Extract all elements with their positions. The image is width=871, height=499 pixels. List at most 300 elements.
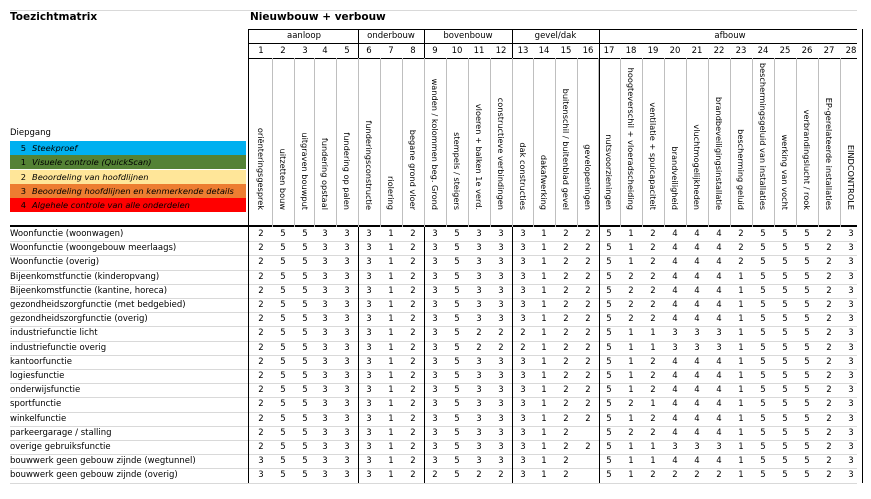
column-header <box>598 62 620 222</box>
matrix-cell: 4 <box>694 413 700 424</box>
column-divider <box>730 58 731 227</box>
matrix-cell: 5 <box>280 371 286 381</box>
matrix-cell: 1 <box>738 271 744 282</box>
row-label: bouwwerk geen gebouw zijnde (overig) <box>10 470 178 481</box>
column-divider <box>512 58 513 227</box>
matrix-cell: 3 <box>366 356 372 367</box>
matrix-cell: 5 <box>280 456 286 467</box>
matrix-cell: 3 <box>476 243 482 254</box>
matrix-cell: 5 <box>280 470 286 481</box>
matrix-cell: 4 <box>694 257 700 268</box>
matrix-cell: 3 <box>694 342 700 353</box>
column-header-label: riolering <box>386 176 396 210</box>
matrix-cell: 5 <box>804 442 810 452</box>
matrix-cell: 2 <box>563 285 569 296</box>
matrix-cell: 3 <box>520 300 526 310</box>
column-number: 26 <box>801 46 813 56</box>
matrix-cell: 5 <box>804 427 810 438</box>
matrix-cell: 4 <box>672 385 678 396</box>
matrix-cell: 3 <box>476 385 482 396</box>
matrix-cell: 2 <box>410 456 416 467</box>
matrix-cell: 2 <box>826 470 832 481</box>
matrix-cell: 5 <box>454 456 460 467</box>
grid-left-border <box>248 29 249 483</box>
matrix-cell: 1 <box>541 442 547 452</box>
matrix-cell: 3 <box>366 456 372 467</box>
matrix-cell: 3 <box>344 427 350 438</box>
matrix-cell: 5 <box>760 442 766 452</box>
matrix-cell: 5 <box>760 456 766 467</box>
group-label-gevel-dak: gevel/dak <box>534 31 577 41</box>
matrix-cell: 5 <box>782 229 788 239</box>
matrix-cell: 3 <box>432 285 438 296</box>
matrix-cell: 3 <box>322 271 328 282</box>
matrix-cell: 3 <box>476 257 482 268</box>
legend-text: Algehele controle van alle onderdelen <box>32 200 190 211</box>
matrix-cell: 2 <box>672 470 678 481</box>
column-header-label: buitenschil / buitenblad gevel <box>561 88 571 210</box>
group-label-onderbouw: onderbouw <box>367 31 415 41</box>
matrix-cell: 2 <box>563 243 569 254</box>
matrix-cell: 4 <box>694 229 700 239</box>
matrix-cell: 1 <box>388 243 394 254</box>
column-header-label: nutsvoorzieningen <box>604 134 614 210</box>
matrix-cell: 2 <box>826 271 832 282</box>
matrix-cell: 4 <box>694 314 700 325</box>
column-header <box>272 62 294 222</box>
matrix-cell: 3 <box>344 314 350 325</box>
matrix-cell: 3 <box>716 328 722 339</box>
matrix-cell: 1 <box>541 399 547 410</box>
matrix-cell: 3 <box>498 229 504 239</box>
matrix-cell: 3 <box>322 328 328 339</box>
matrix-cell: 2 <box>628 285 634 296</box>
column-header <box>708 62 730 222</box>
matrix-cell: 5 <box>606 371 612 381</box>
matrix-cell: 5 <box>804 456 810 467</box>
matrix-cell: 3 <box>344 243 350 254</box>
matrix-cell: 5 <box>302 399 308 410</box>
matrix-cell: 3 <box>498 257 504 268</box>
matrix-cell: 5 <box>454 399 460 410</box>
matrix-cell: 4 <box>672 285 678 296</box>
matrix-cell: 5 <box>454 371 460 381</box>
matrix-cell: 3 <box>848 399 854 410</box>
matrix-cell: 2 <box>585 413 591 424</box>
matrix-cell: 3 <box>848 413 854 424</box>
matrix-cell: 1 <box>388 413 394 424</box>
column-number: 10 <box>451 46 463 56</box>
matrix-cell: 5 <box>302 442 308 452</box>
column-divider <box>380 58 381 227</box>
matrix-cell: 3 <box>694 328 700 339</box>
matrix-cell: 3 <box>848 442 854 452</box>
matrix-cell: 2 <box>585 356 591 367</box>
matrix-cell: 3 <box>344 470 350 481</box>
matrix-cell: 4 <box>672 427 678 438</box>
matrix-cell: 1 <box>738 470 744 481</box>
matrix-cell: 5 <box>606 243 612 254</box>
group-label-aanloop: aanloop <box>287 31 321 41</box>
matrix-cell: 1 <box>738 342 744 353</box>
column-divider <box>490 58 491 227</box>
matrix-cell: 2 <box>563 300 569 310</box>
matrix-cell: 2 <box>258 342 264 353</box>
matrix-cell: 2 <box>826 427 832 438</box>
legend-text: Beoordeling van hoofdlijnen <box>32 171 149 182</box>
row-label: Woonfunctie (overig) <box>10 257 100 268</box>
matrix-cell: 5 <box>280 271 286 282</box>
matrix-cell: 4 <box>672 229 678 239</box>
matrix-cell: 2 <box>826 243 832 254</box>
column-number: 27 <box>823 46 835 56</box>
column-header-label: wanden / kolommen beg. Grond <box>430 78 440 210</box>
matrix-cell: 1 <box>388 314 394 325</box>
matrix-cell: 1 <box>738 399 744 410</box>
matrix-cell: 3 <box>520 470 526 481</box>
matrix-cell: 5 <box>804 371 810 381</box>
matrix-cell: 3 <box>694 442 700 452</box>
matrix-cell: 2 <box>826 371 832 381</box>
column-number: 8 <box>410 46 416 56</box>
column-header-label: oriënteringsgesprek <box>256 127 266 210</box>
column-number: 1 <box>258 46 264 56</box>
matrix-cell: 3 <box>432 229 438 239</box>
matrix-cell: 2 <box>650 413 656 424</box>
column-number: 20 <box>669 46 681 56</box>
matrix-cell: 1 <box>628 442 634 452</box>
matrix-cell: 2 <box>650 427 656 438</box>
matrix-cell: 5 <box>760 470 766 481</box>
matrix-cell: 1 <box>738 328 744 339</box>
matrix-cell: 3 <box>716 442 722 452</box>
legend-item <box>10 141 246 155</box>
matrix-cell: 4 <box>716 385 722 396</box>
legend-item <box>10 155 246 169</box>
matrix-cell: 3 <box>366 442 372 452</box>
matrix-cell: 2 <box>258 399 264 410</box>
matrix-cell: 2 <box>410 385 416 396</box>
row-label: Bijeenkomstfunctie (kinderopvang) <box>10 271 160 282</box>
matrix-cell: 4 <box>672 371 678 381</box>
matrix-cell: 3 <box>344 328 350 339</box>
matrix-cell: 2 <box>650 371 656 381</box>
matrix-cell: 3 <box>498 271 504 282</box>
matrix-cell: 3 <box>520 285 526 296</box>
matrix-cell: 1 <box>388 300 394 310</box>
matrix-cell: 1 <box>738 385 744 396</box>
row-label: overige gebruiksfunctie <box>10 442 111 452</box>
matrix-cell: 2 <box>410 371 416 381</box>
column-number: 9 <box>432 46 438 56</box>
matrix-cell: 2 <box>258 300 264 310</box>
matrix-cell: 5 <box>804 243 810 254</box>
column-header-label: vluchtmogelijkheden <box>692 124 702 210</box>
matrix-cell: 5 <box>280 257 286 268</box>
row-label: bouwwerk geen gebouw zijnde (wegtunnel) <box>10 456 196 467</box>
row-label: logiesfunctie <box>10 371 65 381</box>
matrix-cell: 2 <box>498 328 504 339</box>
column-number: 16 <box>582 46 594 56</box>
matrix-cell: 3 <box>476 356 482 367</box>
matrix-cell: 5 <box>302 285 308 296</box>
column-header-label: werking van vocht <box>780 134 790 210</box>
matrix-cell: 4 <box>694 385 700 396</box>
column-divider <box>708 58 709 227</box>
matrix-cell: 3 <box>322 300 328 310</box>
column-divider <box>336 58 337 227</box>
matrix-cell: 1 <box>541 328 547 339</box>
matrix-cell: 2 <box>410 399 416 410</box>
matrix-cell: 2 <box>650 229 656 239</box>
column-header-label: dak constructies <box>518 142 528 210</box>
matrix-cell: 3 <box>476 413 482 424</box>
matrix-cell: 4 <box>716 300 722 310</box>
matrix-cell: 4 <box>694 456 700 467</box>
matrix-cell: 1 <box>628 413 634 424</box>
matrix-cell: 3 <box>476 271 482 282</box>
matrix-cell: 3 <box>322 385 328 396</box>
matrix-cell: 2 <box>650 385 656 396</box>
matrix-cell: 3 <box>848 300 854 310</box>
matrix-cell: 3 <box>344 342 350 353</box>
matrix-cell: 5 <box>280 413 286 424</box>
matrix-cell: 5 <box>804 342 810 353</box>
matrix-cell: 3 <box>366 229 372 239</box>
matrix-cell: 2 <box>826 229 832 239</box>
matrix-cell: 1 <box>628 342 634 353</box>
matrix-cell: 3 <box>366 371 372 381</box>
matrix-cell: 2 <box>585 328 591 339</box>
matrix-cell: 3 <box>322 229 328 239</box>
column-header-label: beschermingsgeluid van installaties <box>758 62 768 210</box>
matrix-cell: 2 <box>628 314 634 325</box>
matrix-cell: 3 <box>520 229 526 239</box>
column-divider <box>840 58 841 227</box>
matrix-cell: 4 <box>716 399 722 410</box>
matrix-cell: 3 <box>476 300 482 310</box>
matrix-cell: 4 <box>694 243 700 254</box>
matrix-cell: 5 <box>804 257 810 268</box>
matrix-cell: 3 <box>498 456 504 467</box>
matrix-cell: 3 <box>344 371 350 381</box>
matrix-cell: 2 <box>650 470 656 481</box>
matrix-cell: 1 <box>541 385 547 396</box>
matrix-cell: 4 <box>716 356 722 367</box>
matrix-cell: 1 <box>650 399 656 410</box>
matrix-cell: 1 <box>541 456 547 467</box>
matrix-cell: 3 <box>520 399 526 410</box>
matrix-cell: 2 <box>258 285 264 296</box>
matrix-cell: 5 <box>760 385 766 396</box>
matrix-cell: 1 <box>541 300 547 310</box>
matrix-cell: 2 <box>585 300 591 310</box>
column-header <box>358 62 380 222</box>
matrix-cell: 3 <box>432 442 438 452</box>
matrix-cell: 2 <box>738 243 744 254</box>
matrix-cell: 4 <box>694 356 700 367</box>
matrix-cell: 3 <box>432 399 438 410</box>
matrix-cell: 3 <box>520 413 526 424</box>
matrix-cell: 2 <box>520 328 526 339</box>
column-divider <box>533 58 534 227</box>
matrix-cell: 3 <box>476 456 482 467</box>
matrix-cell: 5 <box>302 229 308 239</box>
matrix-cell: 2 <box>410 427 416 438</box>
matrix-cell: 3 <box>498 314 504 325</box>
matrix-cell: 5 <box>302 456 308 467</box>
matrix-cell: 2 <box>826 385 832 396</box>
matrix-cell: 3 <box>498 285 504 296</box>
matrix-cell: 3 <box>848 342 854 353</box>
matrix-cell: 1 <box>628 257 634 268</box>
matrix-cell: 1 <box>628 385 634 396</box>
matrix-subtitle: Nieuwbouw + verbouw <box>250 11 386 23</box>
matrix-cell: 5 <box>782 328 788 339</box>
matrix-cell: 5 <box>606 229 612 239</box>
matrix-cell: 5 <box>804 413 810 424</box>
matrix-cell: 4 <box>694 427 700 438</box>
matrix-cell: 2 <box>258 328 264 339</box>
matrix-cell: 5 <box>454 413 460 424</box>
matrix-cell: 3 <box>366 285 372 296</box>
matrix-cell: 3 <box>322 257 328 268</box>
matrix-cell: 1 <box>388 229 394 239</box>
matrix-cell: 2 <box>628 427 634 438</box>
column-header-label: stempels / steigers <box>452 132 462 210</box>
matrix-cell: 1 <box>388 356 394 367</box>
matrix-cell: 5 <box>280 399 286 410</box>
matrix-cell: 5 <box>302 257 308 268</box>
matrix-cell: 3 <box>344 285 350 296</box>
matrix-cell: 2 <box>563 356 569 367</box>
matrix-cell: 3 <box>322 456 328 467</box>
diepgang-label: Diepgang <box>10 128 51 138</box>
matrix-cell: 2 <box>563 229 569 239</box>
matrix-cell: 5 <box>302 300 308 310</box>
row-label: industriefunctie overig <box>10 342 107 353</box>
column-header <box>490 62 512 222</box>
matrix-cell: 1 <box>628 456 634 467</box>
matrix-cell: 2 <box>563 271 569 282</box>
column-number: 14 <box>538 46 550 56</box>
matrix-cell: 5 <box>606 470 612 481</box>
matrix-cell: 3 <box>322 314 328 325</box>
matrix-cell: 2 <box>498 342 504 353</box>
matrix-cell: 4 <box>672 257 678 268</box>
matrix-cell: 4 <box>716 427 722 438</box>
matrix-cell: 5 <box>280 243 286 254</box>
row-label: Woonfunctie (woongebouw meerlaags) <box>10 243 177 254</box>
matrix-cell: 3 <box>322 243 328 254</box>
column-divider <box>446 58 447 227</box>
matrix-cell: 1 <box>388 371 394 381</box>
column-divider <box>752 58 753 227</box>
matrix-cell: 3 <box>322 371 328 381</box>
matrix-cell: 5 <box>760 229 766 239</box>
legend-item <box>10 198 246 212</box>
matrix-cell: 3 <box>520 314 526 325</box>
group-label-afbouw: afbouw <box>714 31 746 41</box>
matrix-cell: 2 <box>258 257 264 268</box>
matrix-cell: 2 <box>258 356 264 367</box>
matrix-cell: 3 <box>672 328 678 339</box>
matrix-cell: 5 <box>280 385 286 396</box>
matrix-cell: 5 <box>760 371 766 381</box>
matrix-cell: 3 <box>476 314 482 325</box>
matrix-cell: 4 <box>716 413 722 424</box>
matrix-cell: 2 <box>410 442 416 452</box>
row-label: gezondheidszorgfunctie (met bedgebied) <box>10 300 186 310</box>
matrix-cell: 3 <box>848 356 854 367</box>
legend-number: 3 <box>20 185 26 196</box>
matrix-cell: 2 <box>476 342 482 353</box>
column-divider <box>577 58 578 227</box>
matrix-cell: 4 <box>672 413 678 424</box>
matrix-cell: 5 <box>804 328 810 339</box>
matrix-cell: 5 <box>280 300 286 310</box>
matrix-cell: 5 <box>782 243 788 254</box>
matrix-cell: 2 <box>476 328 482 339</box>
matrix-cell: 5 <box>302 356 308 367</box>
matrix-cell: 4 <box>716 229 722 239</box>
matrix-cell: 3 <box>476 427 482 438</box>
matrix-cell: 3 <box>366 342 372 353</box>
matrix-cell: 3 <box>520 257 526 268</box>
matrix-cell: 2 <box>410 413 416 424</box>
matrix-cell: 2 <box>258 385 264 396</box>
matrix-cell: 2 <box>258 371 264 381</box>
matrix-cell: 5 <box>606 300 612 310</box>
column-header-label: verbrandingslucht / rook <box>802 109 812 210</box>
matrix-cell: 4 <box>694 285 700 296</box>
matrix-cell: 5 <box>760 314 766 325</box>
matrix-cell: 5 <box>302 413 308 424</box>
matrix-cell: 2 <box>694 470 700 481</box>
matrix-cell: 5 <box>782 371 788 381</box>
matrix-cell: 5 <box>782 470 788 481</box>
matrix-cell: 5 <box>782 427 788 438</box>
matrix-cell: 2 <box>738 257 744 268</box>
matrix-cell: 5 <box>804 385 810 396</box>
matrix-cell: 5 <box>280 229 286 239</box>
column-header-label: constructieve verbindingen <box>496 97 506 210</box>
matrix-cell: 5 <box>804 470 810 481</box>
matrix-cell: 3 <box>476 229 482 239</box>
matrix-cell: 2 <box>410 285 416 296</box>
column-header-label: ventilatie + spuicapaciteit <box>648 102 658 210</box>
matrix-cell: 5 <box>454 356 460 367</box>
column-divider <box>664 58 665 227</box>
matrix-cell: 3 <box>344 442 350 452</box>
matrix-cell: 5 <box>782 314 788 325</box>
matrix-cell: 1 <box>388 399 394 410</box>
matrix-cell: 5 <box>606 271 612 282</box>
matrix-cell: 3 <box>366 271 372 282</box>
matrix-cell: 5 <box>606 328 612 339</box>
matrix-cell: 2 <box>650 243 656 254</box>
matrix-cell: 1 <box>738 427 744 438</box>
column-number: 7 <box>388 46 394 56</box>
matrix-cell: 3 <box>520 356 526 367</box>
matrix-cell: 2 <box>650 257 656 268</box>
matrix-cell: 5 <box>782 385 788 396</box>
matrix-cell: 2 <box>585 285 591 296</box>
matrix-cell: 1 <box>388 257 394 268</box>
matrix-cell: 4 <box>672 356 678 367</box>
matrix-cell: 3 <box>432 342 438 353</box>
matrix-cell: 3 <box>498 371 504 381</box>
